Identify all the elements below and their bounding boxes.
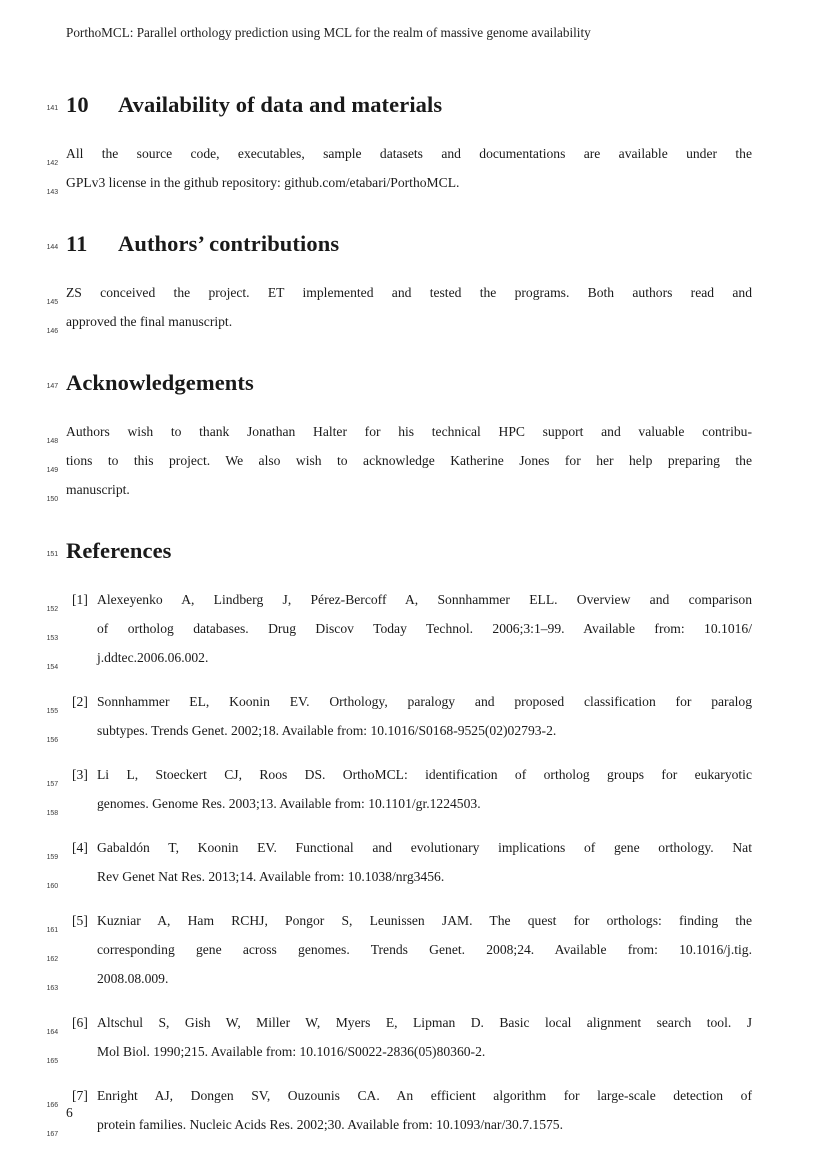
section-title: Availability of data and materials bbox=[118, 92, 443, 117]
line-number: 167 bbox=[46, 1131, 58, 1138]
section-heading-row bbox=[46, 366, 752, 400]
page-content bbox=[46, 88, 752, 1139]
reference-label: [4] bbox=[72, 840, 88, 855]
reference-entry bbox=[46, 687, 752, 745]
reference-text: Sonnhammer EL, Koonin EV. Orthology, paralogy and proposed classification for paralog bbox=[97, 694, 752, 709]
reference-line bbox=[46, 964, 752, 993]
paragraph bbox=[46, 417, 752, 504]
vertical-spacer bbox=[66, 261, 752, 278]
reference-line bbox=[46, 1037, 752, 1066]
vertical-spacer bbox=[66, 568, 752, 585]
line-number: 143 bbox=[46, 189, 58, 196]
reference-line bbox=[46, 789, 752, 818]
vertical-spacer bbox=[66, 1066, 752, 1081]
reference-entry bbox=[46, 760, 752, 818]
vertical-spacer bbox=[66, 400, 752, 417]
reference-label: [1] bbox=[72, 592, 88, 607]
section-title: Acknowledgements bbox=[66, 370, 254, 395]
body-text: tions to this project. We also wish to acknowledge Katherine Jones for her help preparing the bbox=[66, 453, 752, 468]
reference-text: 2008.08.009. bbox=[97, 971, 169, 986]
reference-label: [5] bbox=[72, 913, 88, 928]
body-text: ZS conceived the project. ET implemented and tested the programs. Both authors read and bbox=[66, 285, 752, 300]
line-number: 146 bbox=[46, 328, 58, 335]
vertical-spacer bbox=[66, 197, 752, 227]
reference-line bbox=[46, 760, 752, 789]
reference-line bbox=[46, 614, 752, 643]
section-number: 11 bbox=[66, 231, 88, 256]
body-text-line bbox=[46, 139, 752, 168]
body-text: GPLv3 license in the github repository: github.com/etabari/PorthoMCL. bbox=[66, 175, 460, 190]
reference-label: [7] bbox=[72, 1088, 88, 1103]
reference-text: protein families. Nucleic Acids Res. 2002;30. Available from: 10.1093/nar/30.7.1575. bbox=[97, 1117, 564, 1132]
reference-text: subtypes. Trends Genet. 2002;18. Available from: 10.1016/S0168-9525(02)02793-2. bbox=[97, 723, 557, 738]
line-number: 164 bbox=[46, 1029, 58, 1036]
vertical-spacer bbox=[66, 818, 752, 833]
reference-text: Altschul S, Gish W, Miller W, Myers E, Lipman D. Basic local alignment search tool. J bbox=[97, 1015, 752, 1030]
body-text-line bbox=[46, 307, 752, 336]
body-text: Authors wish to thank Jonathan Halter for his technical HPC support and valuable contribu- bbox=[66, 424, 752, 439]
vertical-spacer bbox=[66, 504, 752, 534]
page-number: 6 bbox=[66, 1105, 73, 1120]
line-number: 156 bbox=[46, 737, 58, 744]
section-heading bbox=[66, 227, 752, 261]
reference-line bbox=[46, 833, 752, 862]
reference-line bbox=[46, 935, 752, 964]
reference-text: j.ddtec.2006.06.002. bbox=[97, 650, 209, 665]
reference-text: Li L, Stoeckert CJ, Roos DS. OrthoMCL: identification of ortholog groups for eukaryotic bbox=[97, 767, 752, 782]
line-number: 165 bbox=[46, 1058, 58, 1065]
vertical-spacer bbox=[66, 745, 752, 760]
section-number: 10 bbox=[66, 92, 89, 117]
reference-text: Kuzniar A, Ham RCHJ, Pongor S, Leunissen JAM. The quest for orthologs: finding the bbox=[97, 913, 752, 928]
body-text-line bbox=[46, 475, 752, 504]
section-heading-row bbox=[46, 88, 752, 122]
body-text: manuscript. bbox=[66, 482, 130, 497]
vertical-spacer bbox=[66, 336, 752, 366]
reference-text: Alexeyenko A, Lindberg J, Pérez-Bercoff A, Sonnhammer ELL. Overview and comparison bbox=[97, 592, 752, 607]
line-number: 157 bbox=[46, 781, 58, 788]
reference-line bbox=[46, 687, 752, 716]
line-number: 161 bbox=[46, 927, 58, 934]
line-number: 150 bbox=[46, 496, 58, 503]
reference-entry bbox=[46, 906, 752, 993]
reference-text: Enright AJ, Dongen SV, Ouzounis CA. An efficient algorithm for large-scale detection of bbox=[97, 1088, 752, 1103]
reference-line bbox=[46, 1110, 752, 1139]
reference-entry bbox=[46, 585, 752, 672]
line-number: 160 bbox=[46, 883, 58, 890]
reference-line bbox=[46, 1008, 752, 1037]
line-number: 149 bbox=[46, 467, 58, 474]
vertical-spacer bbox=[66, 672, 752, 687]
line-number: 144 bbox=[46, 244, 58, 251]
section-title: References bbox=[66, 538, 172, 563]
reference-entry bbox=[46, 833, 752, 891]
line-number: 147 bbox=[46, 383, 58, 390]
line-number: 158 bbox=[46, 810, 58, 817]
body-text-line bbox=[46, 278, 752, 307]
line-number: 152 bbox=[46, 606, 58, 613]
reference-text: of ortholog databases. Drug Discov Today Technol. 2006;3:1–99. Available from: 10.1016/ bbox=[97, 621, 752, 636]
section-heading bbox=[66, 366, 752, 400]
section-heading-row bbox=[46, 227, 752, 261]
body-text-line bbox=[46, 417, 752, 446]
section-heading bbox=[66, 534, 752, 568]
body-text-line bbox=[46, 168, 752, 197]
line-number: 159 bbox=[46, 854, 58, 861]
paragraph bbox=[46, 139, 752, 197]
reference-entry bbox=[46, 1008, 752, 1066]
running-header: PorthoMCL: Parallel orthology prediction using MCL for the realm of massive genome availability bbox=[66, 25, 591, 40]
section-heading-row bbox=[46, 534, 752, 568]
line-number: 166 bbox=[46, 1102, 58, 1109]
body-text: approved the final manuscript. bbox=[66, 314, 233, 329]
reference-text: genomes. Genome Res. 2003;13. Available from: 10.1101/gr.1224503. bbox=[97, 796, 481, 811]
body-text-line bbox=[46, 446, 752, 475]
reference-line bbox=[46, 585, 752, 614]
reference-entry bbox=[46, 1081, 752, 1139]
vertical-spacer bbox=[66, 891, 752, 906]
section-heading bbox=[66, 88, 752, 122]
vertical-spacer bbox=[66, 993, 752, 1008]
reference-text: Gabaldón T, Koonin EV. Functional and evolutionary implications of gene orthology. Nat bbox=[97, 840, 752, 855]
reference-text: Mol Biol. 1990;215. Available from: 10.1016/S0022-2836(05)80360-2. bbox=[97, 1044, 486, 1059]
paragraph bbox=[46, 278, 752, 336]
document-body bbox=[46, 88, 752, 1139]
reference-line bbox=[46, 906, 752, 935]
section-title: Authors’ contributions bbox=[118, 231, 340, 256]
line-number: 142 bbox=[46, 160, 58, 167]
reference-label: [2] bbox=[72, 694, 88, 709]
reference-text: corresponding gene across genomes. Trends Genet. 2008;24. Available from: 10.1016/j.tig. bbox=[97, 942, 752, 957]
line-number: 155 bbox=[46, 708, 58, 715]
reference-label: [6] bbox=[72, 1015, 88, 1030]
reference-line bbox=[46, 1081, 752, 1110]
reference-line bbox=[46, 716, 752, 745]
reference-line bbox=[46, 862, 752, 891]
reference-text: Rev Genet Nat Res. 2013;14. Available from: 10.1038/nrg3456. bbox=[97, 869, 445, 884]
line-number: 163 bbox=[46, 985, 58, 992]
line-number: 162 bbox=[46, 956, 58, 963]
line-number: 148 bbox=[46, 438, 58, 445]
reference-label: [3] bbox=[72, 767, 88, 782]
line-number: 154 bbox=[46, 664, 58, 671]
line-number: 151 bbox=[46, 551, 58, 558]
line-number: 145 bbox=[46, 299, 58, 306]
body-text: All the source code, executables, sample datasets and documentations are available under the bbox=[66, 146, 752, 161]
line-number: 141 bbox=[46, 105, 58, 112]
vertical-spacer bbox=[66, 122, 752, 139]
line-number: 153 bbox=[46, 635, 58, 642]
reference-line bbox=[46, 643, 752, 672]
